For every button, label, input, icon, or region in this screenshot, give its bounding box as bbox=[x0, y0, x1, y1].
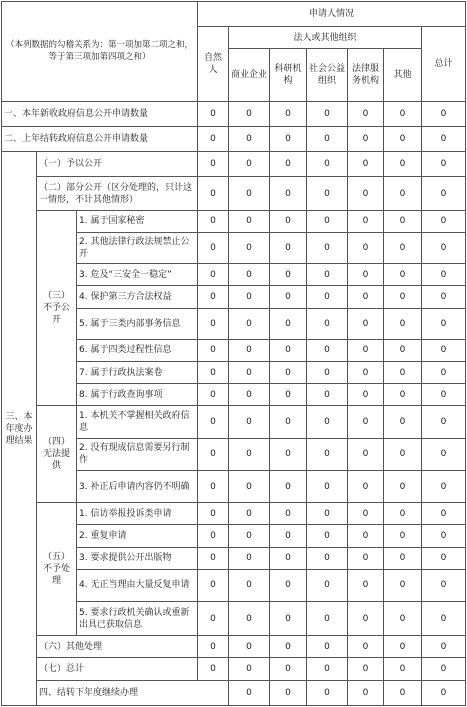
row-label: 4. 无正当理由大量反复申请 bbox=[77, 569, 198, 601]
cell-value: 0 bbox=[270, 406, 307, 438]
cell-value: 0 bbox=[307, 658, 348, 680]
cell-value: 0 bbox=[422, 569, 466, 601]
row-label: 2. 重复申请 bbox=[77, 525, 198, 547]
cell-value: 0 bbox=[422, 406, 466, 438]
cell-value: 0 bbox=[384, 602, 422, 636]
table-row bbox=[2, 127, 466, 152]
cell-value: 0 bbox=[422, 177, 466, 210]
header-public-welfare: 社会公益组织 bbox=[307, 49, 348, 101]
cell-value: 0 bbox=[384, 152, 422, 177]
cell-value: 0 bbox=[422, 286, 466, 308]
row-label: 8. 属于行政查询事项 bbox=[77, 384, 198, 406]
row-label: （六）其他处理 bbox=[37, 636, 198, 658]
cell-value: 0 bbox=[229, 339, 270, 361]
cell-value: 0 bbox=[422, 503, 466, 525]
header-natural-person: 自然人 bbox=[198, 27, 229, 102]
row-label: 1. 本机关不掌握相关政府信息 bbox=[77, 406, 198, 438]
table-row bbox=[2, 152, 466, 177]
cell-value: 0 bbox=[270, 286, 307, 308]
cell-value: 0 bbox=[198, 339, 229, 361]
cell-value: 0 bbox=[422, 264, 466, 286]
cell-value: 0 bbox=[422, 384, 466, 406]
cell-value: 0 bbox=[307, 339, 348, 361]
cell-value: 0 bbox=[270, 525, 307, 547]
header-total: 总计 bbox=[422, 27, 466, 102]
cell-value: 0 bbox=[229, 547, 270, 569]
cell-value: 0 bbox=[229, 152, 270, 177]
cell-value: 0 bbox=[198, 470, 229, 502]
cell-value: 0 bbox=[384, 438, 422, 470]
cell-value: 0 bbox=[307, 152, 348, 177]
cell-value: 0 bbox=[229, 438, 270, 470]
cell-value: 0 bbox=[307, 525, 348, 547]
cell-value: 0 bbox=[198, 177, 229, 210]
cell-value: 0 bbox=[198, 569, 229, 601]
cell-value: 0 bbox=[270, 362, 307, 384]
row-label: 1. 信访举报投诉类申请 bbox=[77, 503, 198, 525]
cell-value: 0 bbox=[229, 503, 270, 525]
cell-value: 0 bbox=[384, 210, 422, 232]
cell-value: 0 bbox=[307, 362, 348, 384]
row-label: 2. 其他法律行政法规禁止公开 bbox=[77, 232, 198, 263]
row-label: 二、上年结转政府信息公开申请数量 bbox=[2, 127, 198, 152]
cell-value: 0 bbox=[270, 152, 307, 177]
row-label: 3. 补正后申请内容仍不明确 bbox=[77, 470, 198, 502]
cell-value: 0 bbox=[307, 308, 348, 339]
cell-value: 0 bbox=[307, 210, 348, 232]
cell-value: 0 bbox=[422, 101, 466, 126]
cell-value: 0 bbox=[384, 286, 422, 308]
cell-value: 0 bbox=[270, 503, 307, 525]
cell-value: 0 bbox=[422, 525, 466, 547]
cell-value: 0 bbox=[270, 177, 307, 210]
table-row bbox=[2, 210, 466, 232]
cell-value: 0 bbox=[198, 658, 229, 680]
cell-value: 0 bbox=[384, 362, 422, 384]
cell-value: 0 bbox=[348, 602, 384, 636]
cell-value: 0 bbox=[307, 127, 348, 152]
cell-value: 0 bbox=[229, 286, 270, 308]
cell-value: 0 bbox=[422, 210, 466, 232]
row-label: 7. 属于行政执法案卷 bbox=[77, 362, 198, 384]
cell-value: 0 bbox=[229, 308, 270, 339]
row-label: 3. 危及“三安全一稳定” bbox=[77, 264, 198, 286]
cell-value: 0 bbox=[198, 127, 229, 152]
cell-value: 0 bbox=[270, 308, 307, 339]
cell-value: 0 bbox=[198, 210, 229, 232]
cell-value: 0 bbox=[198, 636, 229, 658]
cell-value: 0 bbox=[307, 503, 348, 525]
cell-value: 0 bbox=[422, 152, 466, 177]
header-research: 科研机构 bbox=[270, 49, 307, 101]
cell-value: 0 bbox=[229, 177, 270, 210]
header-note: （本列数据的勾稽关系为：第一项加第二项之和，等于第三项加第四项之和） bbox=[2, 2, 198, 102]
cell-value: 0 bbox=[348, 101, 384, 126]
cell-value: 0 bbox=[348, 177, 384, 210]
cell-value: 0 bbox=[270, 547, 307, 569]
row-label: （二）部分公开（区分处理的，只计这一情形，不计其他情形） bbox=[37, 177, 198, 210]
cell-value: 0 bbox=[422, 362, 466, 384]
row-label: 4. 保护第三方合法权益 bbox=[77, 286, 198, 308]
header-applicant: 申请人情况 bbox=[198, 2, 466, 27]
cell-value: 0 bbox=[384, 264, 422, 286]
statistics-table bbox=[1, 1, 466, 706]
cell-value: 0 bbox=[348, 503, 384, 525]
row-label: 3. 要求提供公开出版物 bbox=[77, 547, 198, 569]
cell-value: 0 bbox=[348, 525, 384, 547]
cell-value: 0 bbox=[348, 384, 384, 406]
cell-value: 0 bbox=[229, 470, 270, 502]
cell-value: 0 bbox=[307, 569, 348, 601]
cell-value: 0 bbox=[384, 658, 422, 680]
section3-label: 三、本年度办理结果 bbox=[2, 152, 37, 706]
cell-value: 0 bbox=[270, 264, 307, 286]
row-label: 5. 属于三类内部事务信息 bbox=[77, 308, 198, 339]
cell-value: 0 bbox=[384, 101, 422, 126]
table-row bbox=[2, 177, 466, 210]
cell-value: 0 bbox=[270, 680, 307, 705]
cell-value: 0 bbox=[270, 602, 307, 636]
cell-value: 0 bbox=[348, 438, 384, 470]
cell-value: 0 bbox=[422, 547, 466, 569]
cell-value: 0 bbox=[229, 602, 270, 636]
cell-value: 0 bbox=[307, 636, 348, 658]
cell-value: 0 bbox=[422, 308, 466, 339]
row-label: 2. 没有现成信息需要另行制作 bbox=[77, 438, 198, 470]
cell-value: 0 bbox=[348, 658, 384, 680]
cell-value: 0 bbox=[384, 525, 422, 547]
table-row bbox=[2, 503, 466, 525]
cell-value: 0 bbox=[348, 547, 384, 569]
cell-value: 0 bbox=[348, 152, 384, 177]
cell-value: 0 bbox=[422, 680, 466, 705]
cell-value: 0 bbox=[198, 525, 229, 547]
cell-value: 0 bbox=[384, 547, 422, 569]
header-other: 其他 bbox=[384, 49, 422, 101]
cell-value: 0 bbox=[384, 680, 422, 705]
cell-value: 0 bbox=[384, 127, 422, 152]
cell-value: 0 bbox=[422, 438, 466, 470]
cell-value: 0 bbox=[198, 438, 229, 470]
cell-value: 0 bbox=[229, 406, 270, 438]
row-label: 一、本年新收政府信息公开申请数量 bbox=[2, 101, 198, 126]
cell-value: 0 bbox=[384, 177, 422, 210]
cell-value: 0 bbox=[270, 470, 307, 502]
cell-value: 0 bbox=[348, 569, 384, 601]
cell-value: 0 bbox=[422, 232, 466, 263]
cell-value: 0 bbox=[384, 232, 422, 263]
cell-value: 0 bbox=[348, 362, 384, 384]
group3-label: （三）不予公开 bbox=[37, 210, 77, 406]
table-row bbox=[2, 101, 466, 126]
cell-value: 0 bbox=[270, 438, 307, 470]
table-row bbox=[2, 406, 466, 438]
cell-value: 0 bbox=[422, 127, 466, 152]
cell-value: 0 bbox=[348, 406, 384, 438]
cell-value: 0 bbox=[198, 101, 229, 126]
cell-value: 0 bbox=[384, 569, 422, 601]
cell-value: 0 bbox=[348, 339, 384, 361]
row-label: 5. 要求行政机关确认或重新出具已获取信息 bbox=[77, 602, 198, 636]
cell-value: 0 bbox=[270, 339, 307, 361]
cell-value: 0 bbox=[198, 362, 229, 384]
cell-value: 0 bbox=[270, 210, 307, 232]
cell-value: 0 bbox=[229, 384, 270, 406]
table-row bbox=[2, 636, 466, 658]
cell-value: 0 bbox=[348, 636, 384, 658]
cell-value: 0 bbox=[307, 232, 348, 263]
cell-value: 0 bbox=[270, 569, 307, 601]
cell-value: 0 bbox=[348, 232, 384, 263]
cell-value: 0 bbox=[198, 152, 229, 177]
cell-value: 0 bbox=[348, 264, 384, 286]
cell-value: 0 bbox=[384, 384, 422, 406]
cell-value: 0 bbox=[384, 503, 422, 525]
cell-value: 0 bbox=[307, 602, 348, 636]
cell-value: 0 bbox=[422, 602, 466, 636]
row-label: （一）予以公开 bbox=[37, 152, 198, 177]
cell-value: 0 bbox=[307, 680, 348, 705]
table-row bbox=[2, 658, 466, 680]
cell-value: 0 bbox=[229, 525, 270, 547]
cell-value: 0 bbox=[229, 210, 270, 232]
header-business: 商业企业 bbox=[229, 49, 270, 101]
cell-value: 0 bbox=[270, 636, 307, 658]
cell-value: 0 bbox=[384, 470, 422, 502]
cell-value: 0 bbox=[307, 438, 348, 470]
cell-value: 0 bbox=[422, 636, 466, 658]
cell-value: 0 bbox=[198, 286, 229, 308]
cell-value: 0 bbox=[348, 210, 384, 232]
cell-value: 0 bbox=[229, 232, 270, 263]
header-legal-group: 法人或其他组织 bbox=[229, 27, 422, 49]
cell-value: 0 bbox=[270, 384, 307, 406]
cell-value: 0 bbox=[198, 503, 229, 525]
cell-value: 0 bbox=[348, 286, 384, 308]
cell-value: 0 bbox=[422, 339, 466, 361]
cell-value: 0 bbox=[229, 636, 270, 658]
cell-value: 0 bbox=[229, 658, 270, 680]
cell-value: 0 bbox=[307, 177, 348, 210]
cell-value: 0 bbox=[422, 470, 466, 502]
cell-value: 0 bbox=[198, 264, 229, 286]
cell-value: 0 bbox=[307, 470, 348, 502]
cell-value: 0 bbox=[270, 232, 307, 263]
cell-value: 0 bbox=[229, 362, 270, 384]
cell-value: 0 bbox=[384, 339, 422, 361]
cell-value: 0 bbox=[198, 547, 229, 569]
cell-value: 0 bbox=[348, 127, 384, 152]
cell-value: 0 bbox=[384, 308, 422, 339]
cell-value: 0 bbox=[307, 384, 348, 406]
cell-value: 0 bbox=[348, 680, 384, 705]
cell-value: 0 bbox=[307, 101, 348, 126]
row-label: 1. 属于国家秘密 bbox=[77, 210, 198, 232]
cell-value: 0 bbox=[229, 569, 270, 601]
cell-value: 0 bbox=[307, 286, 348, 308]
group5-label: （五）不予处理 bbox=[37, 503, 77, 636]
row-label: （七）总计 bbox=[37, 658, 198, 680]
cell-value: 0 bbox=[198, 384, 229, 406]
cell-value: 0 bbox=[270, 127, 307, 152]
header-legal-service: 法律服务机构 bbox=[348, 49, 384, 101]
cell-value: 0 bbox=[229, 127, 270, 152]
group4-label: （四）无法提供 bbox=[37, 406, 77, 503]
cell-value: 0 bbox=[198, 602, 229, 636]
cell-value: 0 bbox=[307, 264, 348, 286]
cell-value: 0 bbox=[270, 658, 307, 680]
cell-value: 0 bbox=[229, 680, 270, 705]
cell-value: 0 bbox=[307, 406, 348, 438]
row-label: 四、结转下年度继续办理 bbox=[37, 680, 229, 705]
cell-value: 0 bbox=[348, 308, 384, 339]
cell-value: 0 bbox=[384, 636, 422, 658]
cell-value: 0 bbox=[348, 470, 384, 502]
cell-value: 0 bbox=[198, 232, 229, 263]
cell-value: 0 bbox=[229, 264, 270, 286]
table-row bbox=[2, 680, 466, 705]
cell-value: 0 bbox=[307, 547, 348, 569]
cell-value: 0 bbox=[422, 658, 466, 680]
cell-value: 0 bbox=[229, 101, 270, 126]
cell-value: 0 bbox=[198, 406, 229, 438]
cell-value: 0 bbox=[270, 101, 307, 126]
cell-value: 0 bbox=[384, 406, 422, 438]
row-label: 6. 属于四类过程性信息 bbox=[77, 339, 198, 361]
cell-value: 0 bbox=[198, 308, 229, 339]
